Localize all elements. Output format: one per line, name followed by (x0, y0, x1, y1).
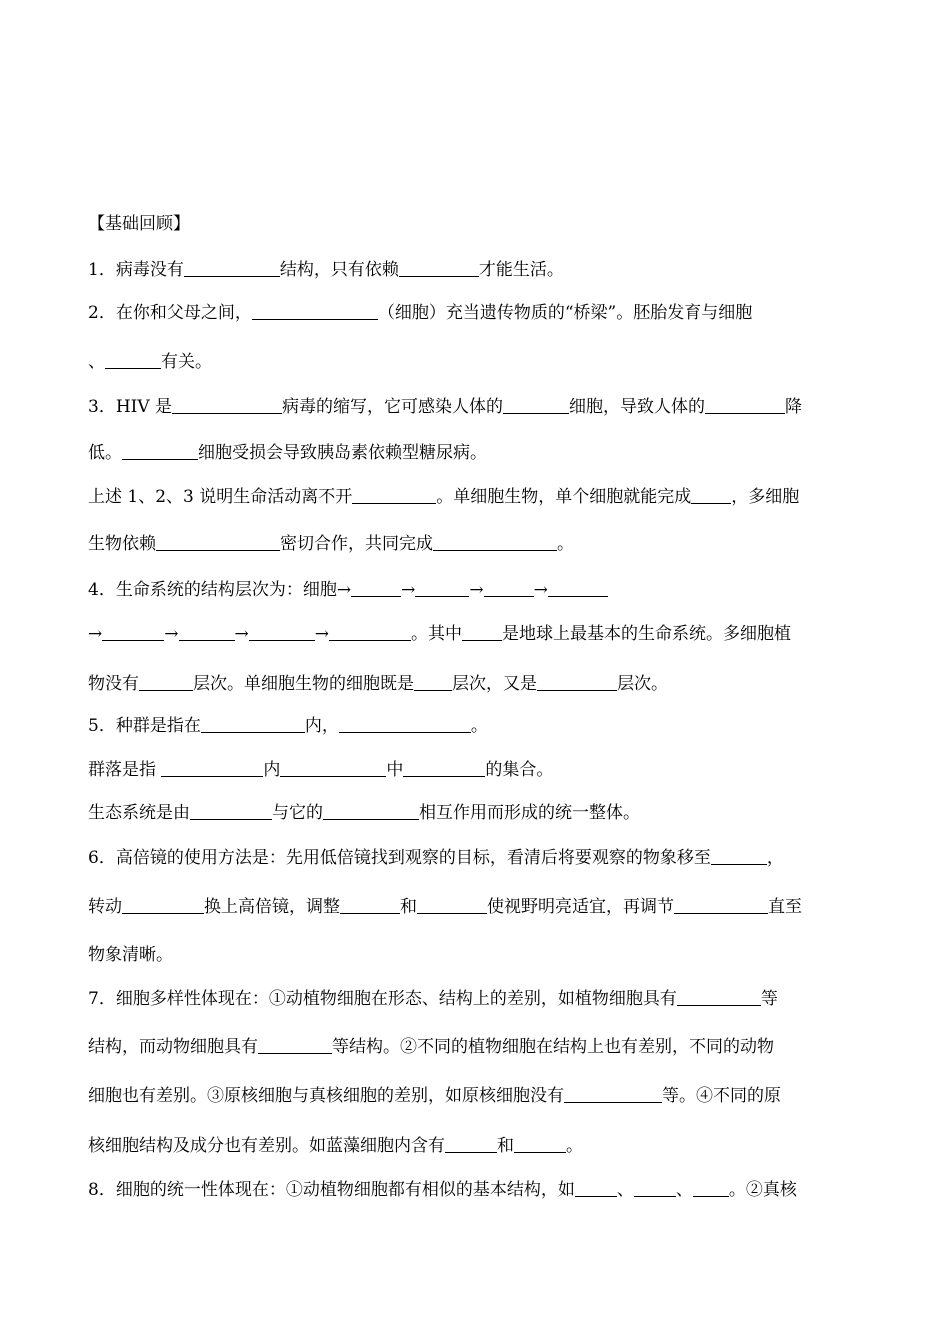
summary-line-2: 生物依赖 密切合作，共同完成 。 (88, 534, 574, 554)
blank[interactable] (190, 801, 272, 820)
blank[interactable] (340, 895, 400, 914)
blank[interactable] (323, 801, 419, 820)
question-2-line-1: 2．在你和父母之间， （细胞）充当遗传物质的“桥梁”。胚胎发育与细胞 (88, 303, 753, 323)
blank[interactable] (184, 258, 280, 277)
blank[interactable] (122, 895, 204, 914)
question-6-line-3: 物象清晰。 (88, 945, 173, 965)
blank[interactable] (693, 1178, 729, 1197)
question-5-line-3: 生态系统是由 与它的 相互作用而形成的统一整体。 (88, 803, 640, 823)
blank[interactable] (711, 846, 767, 865)
blank[interactable] (139, 672, 193, 691)
blank[interactable] (634, 1178, 676, 1197)
blank[interactable] (172, 395, 282, 414)
blank[interactable] (677, 987, 761, 1006)
blank[interactable] (415, 578, 469, 597)
blank[interactable] (201, 714, 305, 733)
blank[interactable] (514, 1134, 566, 1153)
blank[interactable] (548, 578, 608, 597)
question-2-line-2: 、 有关。 (88, 352, 212, 372)
question-8-line-1: 8．细胞的统一性体现在：①动植物细胞都有相似的基本结构，如 、 、 。②真核 (88, 1180, 797, 1200)
blank[interactable] (503, 395, 569, 414)
question-1: 1．病毒没有 结构，只有依赖 才能生活。 (88, 260, 564, 280)
blank[interactable] (122, 441, 198, 460)
question-3-line-1: 3．HIV 是 病毒的缩写，它可感染人体的 细胞，导致人体的 降 (88, 397, 803, 417)
blank[interactable] (399, 258, 479, 277)
blank[interactable] (462, 622, 502, 641)
question-4-line-2: → → → → 。其中 是地球上最基本的生命系统。多细胞植 (88, 624, 791, 644)
blank[interactable] (484, 578, 534, 597)
blank[interactable] (339, 714, 471, 733)
blank[interactable] (351, 578, 401, 597)
summary-line-1: 上述 1、2、3 说明生命活动离不开 。单细胞生物，单个细胞就能完成 ，多细胞 (88, 487, 800, 507)
question-6-line-1: 6．高倍镜的使用方法是：先用低倍镜找到观察的目标，看清后将要观察的物象移至 ， (88, 848, 784, 868)
blank[interactable] (414, 672, 452, 691)
question-7-line-3: 细胞也有差别。③原核细胞与真核细胞的差别，如原核细胞没有 等。④不同的原 (88, 1086, 781, 1106)
blank[interactable] (352, 485, 436, 504)
question-7-line-4: 核细胞结构及成分也有差别。如蓝藻细胞内含有 和 。 (88, 1136, 583, 1156)
question-4-line-1: 4．生命系统的结构层次为：细胞→ → → → (88, 578, 608, 602)
blank[interactable] (564, 1084, 662, 1103)
blank[interactable] (179, 622, 235, 641)
question-7-line-2: 结构，而动物细胞具有 等结构。②不同的植物细胞在结构上也有差别，不同的动物 (88, 1037, 774, 1057)
blank[interactable] (249, 622, 315, 641)
blank[interactable] (156, 532, 280, 551)
blank[interactable] (280, 758, 386, 777)
blank[interactable] (105, 350, 161, 369)
blank[interactable] (252, 301, 378, 320)
blank[interactable] (691, 485, 731, 504)
blank[interactable] (161, 758, 263, 777)
question-6-line-2: 转动 换上高倍镜，调整 和 使视野明亮适宜，再调节 直至 (88, 897, 802, 917)
section-title: 【基础回顾】 (88, 214, 190, 234)
blank[interactable] (674, 895, 768, 914)
question-3-line-2: 低。 细胞受损会导致胰岛素依赖型糖尿病。 (88, 443, 487, 463)
question-7-line-1: 7．细胞多样性体现在：①动植物细胞在形态、结构上的差别，如植物细胞具有 等 (88, 989, 778, 1009)
blank[interactable] (102, 622, 164, 641)
question-5-line-1: 5．种群是指在 内， 。 (88, 716, 488, 736)
blank[interactable] (575, 1178, 617, 1197)
blank[interactable] (258, 1035, 332, 1054)
blank[interactable] (537, 672, 617, 691)
blank[interactable] (403, 758, 485, 777)
blank[interactable] (329, 622, 411, 641)
question-5-line-2: 群落是指 内 中 的集合。 (88, 760, 554, 780)
blank[interactable] (445, 1134, 497, 1153)
blank[interactable] (705, 395, 785, 414)
blank[interactable] (433, 532, 557, 551)
question-4-line-3: 物没有 层次。单细胞生物的细胞既是 层次，又是 层次。 (88, 674, 668, 694)
blank[interactable] (417, 895, 487, 914)
